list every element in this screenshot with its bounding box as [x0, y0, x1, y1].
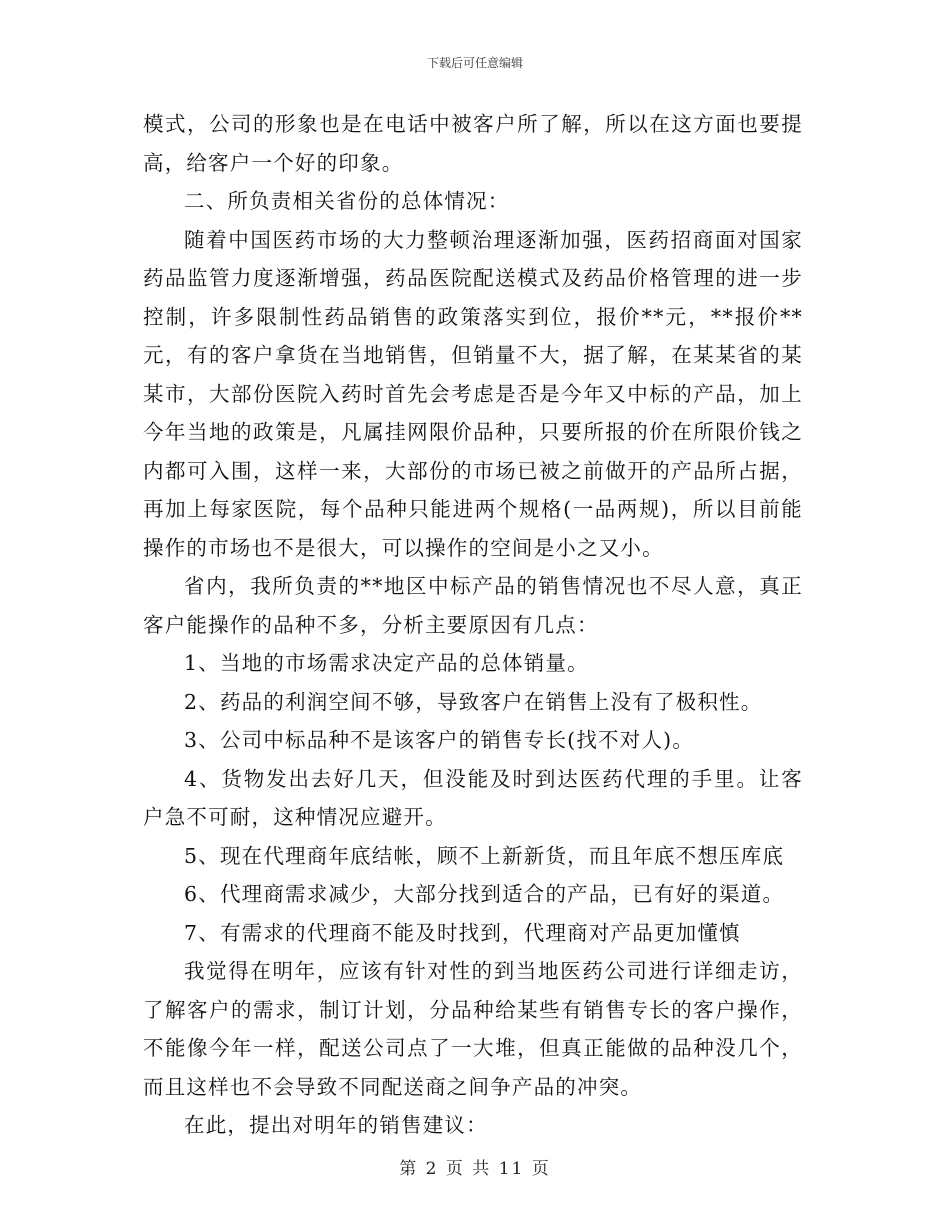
paragraph-market-overview: 随着中国医药市场的大力整顿治理逐渐加强，医药招商面对国家药品监管力度逐渐增强，药品医院配送模式及药品价格管理的进一步控制，许多限制性药品销售的政策落实到位，报价**元，**报价**元，有的客户拿货在当地销售，但销量不大，据了解，在某某省的某某市，大部份医院入药时首先会考虑是否是今年又中标的产品，加上今年当地的政策是，凡属挂网限价品种，只要所报的价在所限价钱之内都可入围，这样一来，大部份的市场已被之前做开的产品所占据，再加上每家医院，每个品种只能进两个规格(一品两规)，所以目前能操作的市场也不是很大，可以操作的空间是小之又小。: [143, 227, 803, 560]
list-item-reason-2: 2、药品的利润空间不够，导致客户在销售上没有了极积性。: [184, 689, 763, 714]
page-header: 下载后可任意编辑: [426, 56, 523, 70]
paragraph-suggestions-intro: 在此，提出对明年的销售建议：: [184, 1113, 488, 1137]
list-item-reason-5: 5、现在代理商年底结帐，顾不上新新货，而且年底不想压库底: [184, 843, 785, 868]
paragraph-continuation: 模式，公司的形象也是在电话中被客户所了解，所以在这方面也要提高，给客户一个好的印象。: [143, 112, 803, 175]
list-item-reason-1: 1、当地的市场需求决定产品的总体销量。: [184, 651, 589, 675]
list-item-reason-6: 6、代理商需求减少，大部分找到适合的产品，已有好的渠道。: [184, 882, 785, 906]
section-heading: 二、所负责相关省份的总体情况：: [184, 189, 510, 213]
page-footer: 第 2 页 共 11 页: [399, 1159, 551, 1179]
list-item-reason-3: 3、公司中标品种不是该客户的销售专长(找不对人)。: [184, 728, 695, 752]
paragraph-province-sales: 省内，我所负责的**地区中标产品的销售情况也不尽人意，真正客户能操作的品种不多，分析主要原因有几点：: [143, 574, 803, 637]
list-item-reason-4: 4、货物发出去好几天，但没能及时到达医药代理的手里。让客户急不可耐，这种情况应避开。: [143, 766, 803, 829]
list-item-reason-7: 7、有需求的代理商不能及时找到，代理商对产品更加懂慎: [184, 920, 741, 945]
paragraph-next-year-plan: 我觉得在明年，应该有针对性的到当地医药公司进行详细走访，了解客户的需求，制订计划，分品种给某些有销售专长的客户操作，不能像今年一样，配送公司点了一大堆，但真正能做的品种没几个，而且这样也不会导致不同配送商之间争产品的冲突。: [143, 959, 803, 1099]
document-body: [143, 105, 803, 1145]
